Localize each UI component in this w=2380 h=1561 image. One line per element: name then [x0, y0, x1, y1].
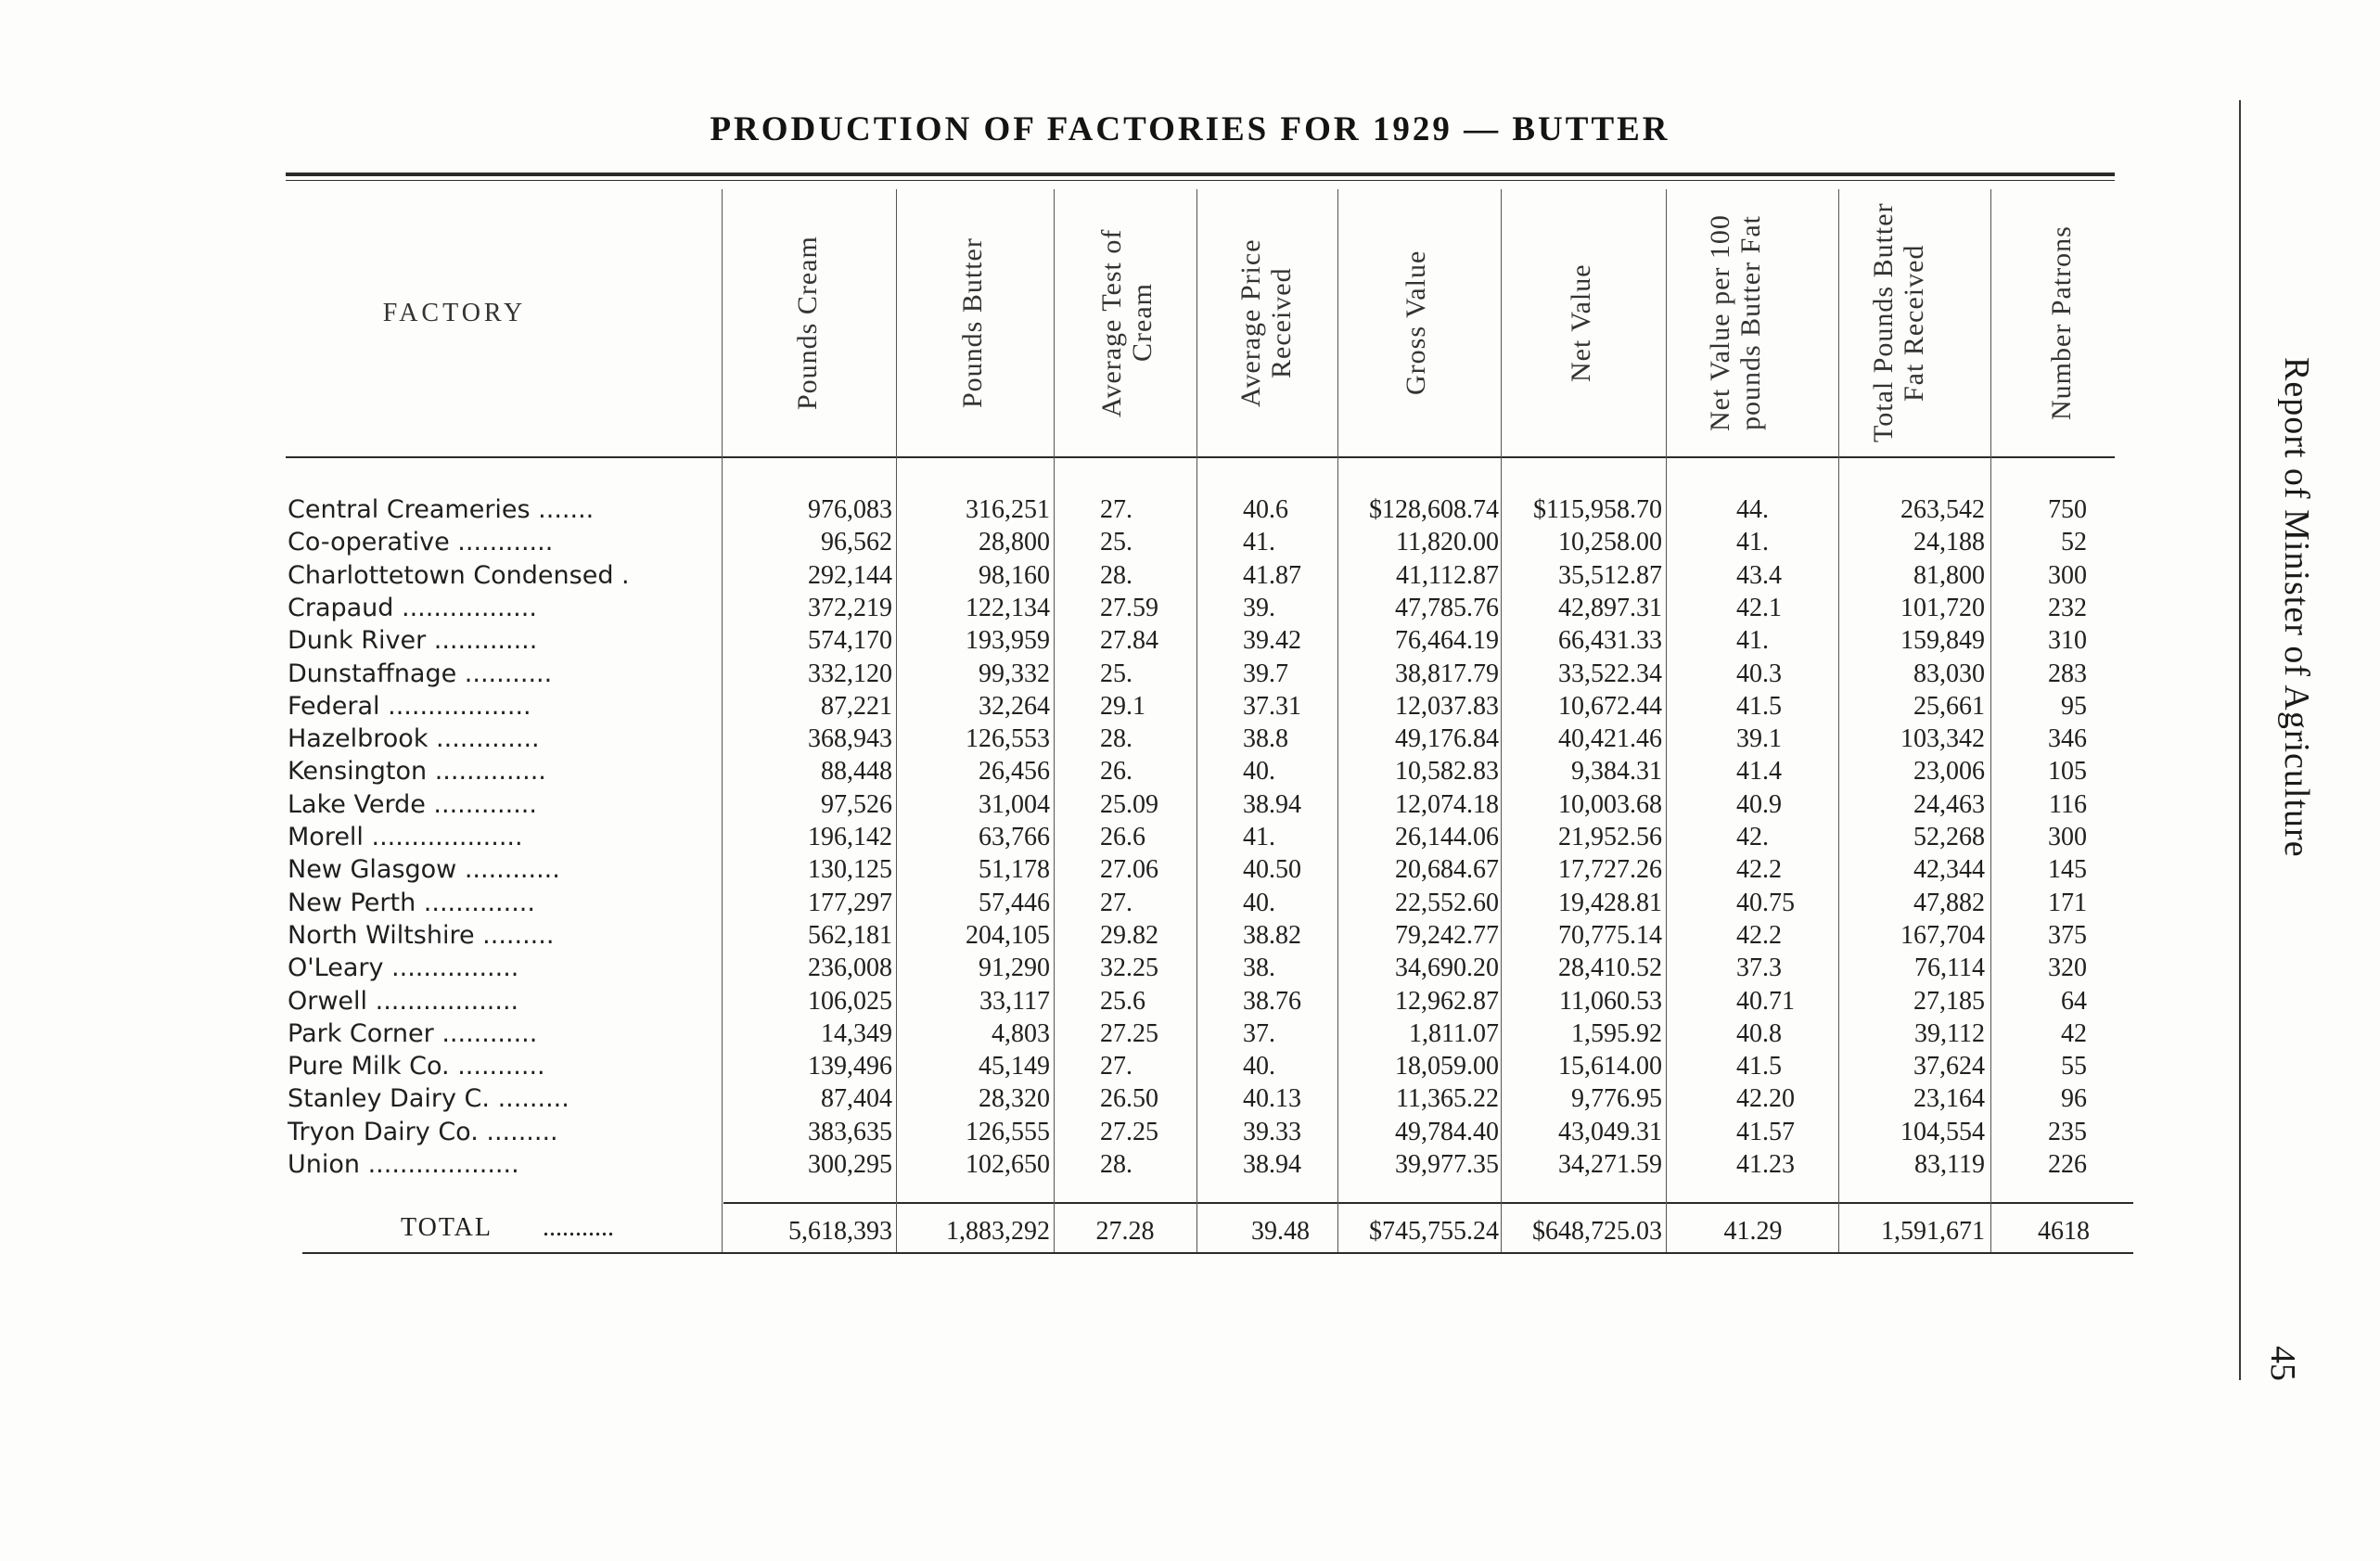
pounds-cream: 562,181: [808, 920, 892, 950]
pounds-butter: 99,332: [979, 659, 1050, 688]
header-rule: [286, 456, 2115, 458]
average-test: 25.6: [1100, 986, 1145, 1016]
pounds-cream: 332,120: [808, 659, 892, 688]
total-butter-fat: 39,112: [1914, 1018, 1985, 1048]
net-value: 42,897.31: [1558, 593, 1662, 622]
total-butter-fat: 76,114: [1914, 953, 1985, 983]
net-value-per-100: 42.: [1736, 823, 1769, 851]
total-gross-value: $745,755.24: [1369, 1217, 1499, 1246]
pounds-butter: 45,149: [979, 1052, 1050, 1081]
factory-column-header: FACTORY: [382, 299, 527, 327]
running-head: Report of Minister of Agriculture: [2277, 357, 2316, 858]
net-value: 28,410.52: [1558, 953, 1662, 983]
average-price: 38.94: [1243, 789, 1301, 819]
table-row: [0, 493, 2226, 527]
factory-name: Dunstaffnage ...........: [288, 659, 553, 688]
number-patrons: 346: [2048, 724, 2087, 754]
column-header-total-butter-fat: Total Pounds Butter Fat Received: [1868, 202, 1929, 443]
average-test: 26.50: [1100, 1084, 1158, 1114]
average-test: 28.: [1100, 1150, 1132, 1179]
column-header-net-value-per-100: Net Value per 100 pounds Butter Fat: [1705, 214, 1766, 431]
net-value-per-100: 40.75: [1736, 888, 1795, 917]
total-butter-fat: 24,463: [1913, 789, 1985, 819]
column-header-net-value: Net Value: [1566, 263, 1596, 382]
pounds-butter: 316,251: [966, 495, 1050, 524]
average-test: 27.: [1100, 1052, 1132, 1081]
total-rule: [723, 1202, 2133, 1204]
pounds-butter: 102,650: [966, 1150, 1050, 1179]
top-rule-thin: [286, 180, 2115, 181]
table-row: [0, 723, 2226, 756]
gross-value: 22,552.60: [1395, 888, 1499, 917]
net-value: 40,421.46: [1558, 724, 1662, 754]
net-value: 19,428.81: [1558, 888, 1662, 917]
factory-name: Orwell ..................: [288, 986, 519, 1016]
net-value: 33,522.34: [1558, 659, 1662, 688]
table-row: [0, 526, 2226, 559]
total-butter-fat: 263,542: [1900, 495, 1985, 524]
pounds-cream: 97,526: [821, 789, 892, 819]
total-butter-fat: 83,030: [1913, 659, 1985, 688]
pounds-butter: 91,290: [979, 953, 1050, 983]
table-row: [0, 624, 2226, 658]
net-value: 11,060.53: [1559, 986, 1662, 1016]
pounds-butter: 28,800: [979, 528, 1050, 557]
average-test: 27.25: [1100, 1018, 1158, 1048]
net-value-per-100: 42.2: [1736, 920, 1782, 950]
table-row: [0, 658, 2226, 691]
gross-value: 11,365.22: [1396, 1084, 1499, 1114]
gross-value: 10,582.83: [1395, 757, 1499, 787]
gross-value: 76,464.19: [1395, 626, 1499, 656]
pounds-cream: 372,219: [808, 593, 892, 622]
gross-value: $128,608.74: [1369, 495, 1499, 524]
number-patrons: 283: [2048, 659, 2087, 688]
net-value: 34,271.59: [1558, 1150, 1662, 1179]
total-butter-fat: 83,119: [1914, 1150, 1985, 1179]
average-price: 39.33: [1243, 1117, 1301, 1146]
factory-name: Charlottetown Condensed .: [288, 560, 630, 590]
total-butter-fat: 103,342: [1900, 724, 1985, 754]
average-price: 38.82: [1243, 920, 1301, 950]
total-butter-fat: 47,882: [1913, 888, 1985, 917]
average-test: 26.: [1100, 757, 1132, 787]
average-price: 41.: [1243, 823, 1275, 851]
average-test: 27.: [1100, 888, 1132, 917]
number-patrons: 375: [2048, 920, 2087, 950]
net-value-per-100: 41.23: [1736, 1150, 1795, 1179]
table-row: [0, 690, 2226, 723]
gross-value: 12,962.87: [1395, 986, 1499, 1016]
net-value: $115,958.70: [1533, 495, 1662, 524]
number-patrons: 235: [2048, 1117, 2087, 1146]
margin-rule: [2239, 100, 2241, 1380]
average-test: 28.: [1100, 724, 1132, 754]
average-test: 25.: [1100, 659, 1132, 688]
net-value: 35,512.87: [1558, 560, 1662, 590]
pounds-butter: 32,264: [979, 691, 1050, 721]
pounds-butter: 26,456: [979, 757, 1050, 787]
pounds-cream: 88,448: [821, 757, 892, 787]
table-row: [0, 755, 2226, 788]
factory-name: Stanley Dairy C. .........: [288, 1084, 569, 1114]
pounds-butter: 51,178: [979, 855, 1050, 885]
number-patrons: 310: [2048, 626, 2087, 656]
net-value-per-100: 40.71: [1736, 986, 1795, 1016]
table-row: [0, 853, 2226, 887]
pounds-butter: 63,766: [979, 823, 1050, 851]
pounds-cream: 106,025: [808, 986, 892, 1016]
average-test: 27.25: [1100, 1117, 1158, 1146]
total-butter-fat: 23,006: [1913, 757, 1985, 787]
net-value-per-100: 44.: [1736, 495, 1769, 524]
average-test: 25.: [1100, 528, 1132, 557]
factory-name: Kensington ..............: [288, 757, 546, 787]
table-row: [0, 592, 2226, 625]
net-value-per-100: 42.1: [1736, 593, 1782, 622]
average-test: 32.25: [1100, 953, 1158, 983]
total-butter-fat: 101,720: [1900, 593, 1985, 622]
average-test: 27.59: [1100, 593, 1158, 622]
pounds-cream: 383,635: [808, 1117, 892, 1146]
gross-value: 18,059.00: [1395, 1052, 1499, 1081]
pounds-cream: 236,008: [808, 953, 892, 983]
net-value: 10,672.44: [1558, 691, 1662, 721]
table-row: [0, 788, 2226, 822]
pounds-cream: 14,349: [821, 1018, 892, 1048]
number-patrons: 320: [2048, 953, 2087, 983]
net-value-per-100: 41.4: [1736, 757, 1782, 787]
average-test: 27.84: [1100, 626, 1158, 656]
factory-name: Pure Milk Co. ...........: [288, 1052, 545, 1081]
gross-value: 47,785.76: [1395, 593, 1499, 622]
factory-name: Federal ..................: [288, 691, 531, 721]
table-title: PRODUCTION OF FACTORIES FOR 1929 — BUTTER: [710, 110, 1670, 148]
average-test: 29.1: [1100, 691, 1145, 721]
factory-name: Dunk River .............: [288, 626, 538, 656]
average-price: 37.31: [1243, 691, 1301, 721]
average-price: 38.: [1243, 953, 1275, 983]
net-value-per-100: 41.5: [1736, 691, 1782, 721]
factory-name: New Glasgow ............: [288, 855, 560, 885]
total-butter-fat: 81,800: [1913, 560, 1985, 590]
net-value-per-100: 40.9: [1736, 789, 1782, 819]
pounds-butter: 4,803: [992, 1018, 1050, 1048]
gross-value: 11,820.00: [1396, 528, 1499, 557]
number-patrons: 96: [2061, 1084, 2087, 1114]
gross-value: 12,037.83: [1395, 691, 1499, 721]
factory-name: Central Creameries .......: [288, 495, 595, 524]
total-butter-fat: 42,344: [1913, 855, 1985, 885]
net-value: 1,595.92: [1571, 1018, 1662, 1048]
pounds-cream: 292,144: [808, 560, 892, 590]
total-butter-fat: 24,188: [1913, 528, 1985, 557]
number-patrons: 300: [2048, 560, 2087, 590]
net-value-per-100: 42.2: [1736, 855, 1782, 885]
pounds-cream: 574,170: [808, 626, 892, 656]
net-value-per-100: 40.8: [1736, 1018, 1782, 1048]
total-butter-fat: 104,554: [1900, 1117, 1985, 1146]
table-row: [0, 919, 2226, 953]
total-values: [0, 1215, 2226, 1248]
average-test: 28.: [1100, 560, 1132, 590]
total-pounds-butter: 1,883,292: [946, 1217, 1050, 1246]
net-value-per-100: 42.20: [1736, 1084, 1795, 1114]
net-value: 43,049.31: [1558, 1117, 1662, 1146]
number-patrons: 300: [2048, 823, 2087, 851]
table-row: [0, 952, 2226, 985]
number-patrons: 171: [2048, 888, 2087, 917]
average-price: 39.42: [1243, 626, 1301, 656]
net-value: 21,952.56: [1558, 823, 1662, 851]
pounds-butter: 33,117: [979, 986, 1050, 1016]
number-patrons: 116: [2049, 789, 2087, 819]
average-test: 27.: [1100, 495, 1132, 524]
pounds-butter: 193,959: [966, 626, 1050, 656]
total-average-price: 39.48: [1251, 1217, 1310, 1246]
column-header-pounds-cream: Pounds Cream: [792, 236, 823, 410]
pounds-butter: 126,555: [966, 1117, 1050, 1146]
pounds-cream: 87,404: [821, 1084, 892, 1114]
net-value: 66,431.33: [1558, 626, 1662, 656]
table-row: [0, 559, 2226, 593]
pounds-cream: 139,496: [808, 1052, 892, 1081]
pounds-butter: 126,553: [966, 724, 1050, 754]
pounds-cream: 976,083: [808, 495, 892, 524]
factory-name: Tryon Dairy Co. .........: [288, 1117, 558, 1146]
total-dots: ...........: [543, 1213, 614, 1242]
number-patrons: 145: [2048, 855, 2087, 885]
factory-name: O'Leary ................: [288, 953, 519, 983]
pounds-cream: 87,221: [821, 691, 892, 721]
table-row: [0, 985, 2226, 1018]
number-patrons: 95: [2061, 691, 2087, 721]
table-row: [0, 1082, 2226, 1116]
net-value: 9,776.95: [1571, 1084, 1662, 1114]
table-row: [0, 1148, 2226, 1182]
factory-name: Hazelbrook .............: [288, 724, 540, 754]
table-row: [0, 887, 2226, 920]
table-row: [0, 1017, 2226, 1051]
factory-name: Crapaud .................: [288, 593, 537, 622]
number-patrons: 232: [2048, 593, 2087, 622]
average-price: 40.6: [1243, 495, 1288, 524]
pounds-butter: 98,160: [979, 560, 1050, 590]
average-price: 40.13: [1243, 1084, 1301, 1114]
total-butter-fat: 25,661: [1913, 691, 1985, 721]
page-number: 45: [2263, 1346, 2302, 1381]
net-value-per-100: 39.1: [1736, 724, 1782, 754]
number-patrons: 750: [2048, 495, 2087, 524]
average-test: 25.09: [1100, 789, 1158, 819]
average-price: 40.: [1243, 888, 1275, 917]
table-row: [0, 1116, 2226, 1149]
number-patrons: 64: [2061, 986, 2087, 1016]
gross-value: 49,784.40: [1395, 1117, 1499, 1146]
net-value: 10,258.00: [1558, 528, 1662, 557]
average-price: 41.: [1243, 528, 1275, 557]
factory-name: North Wiltshire .........: [288, 920, 555, 950]
net-value-per-100: 41.: [1736, 626, 1769, 656]
net-value: 70,775.14: [1558, 920, 1662, 950]
gross-value: 38,817.79: [1395, 659, 1499, 688]
net-value: 10,003.68: [1558, 789, 1662, 819]
column-header-pounds-butter: Pounds Butter: [957, 237, 988, 408]
net-value: 9,384.31: [1571, 757, 1662, 787]
number-patrons: 42: [2061, 1018, 2087, 1048]
total-patrons: 4618: [2038, 1217, 2090, 1246]
total-butter-fat: 37,624: [1913, 1052, 1985, 1081]
average-test: 29.82: [1100, 920, 1158, 950]
gross-value: 26,144.06: [1395, 823, 1499, 851]
gross-value: 49,176.84: [1395, 724, 1499, 754]
net-value: 15,614.00: [1558, 1052, 1662, 1081]
gross-value: 1,811.07: [1409, 1018, 1499, 1048]
pounds-cream: 368,943: [808, 724, 892, 754]
table-row: [0, 1050, 2226, 1083]
average-price: 37.: [1243, 1018, 1275, 1048]
column-header-average-price: Average Price Received: [1235, 238, 1297, 407]
total-average-test: 27.28: [1095, 1217, 1155, 1246]
column-header-gross-value: Gross Value: [1401, 250, 1431, 396]
factory-name: Morell ...................: [288, 823, 523, 851]
pounds-butter: 122,134: [966, 593, 1050, 622]
pounds-butter: 31,004: [979, 789, 1050, 819]
average-price: 40.: [1243, 757, 1275, 787]
total-butter-fat: 23,164: [1913, 1084, 1985, 1114]
pounds-butter: 57,446: [979, 888, 1050, 917]
number-patrons: 52: [2061, 528, 2087, 557]
net-value-per-100: 41.: [1736, 528, 1769, 557]
factory-name: Lake Verde .............: [288, 789, 537, 819]
average-price: 40.50: [1243, 855, 1301, 885]
number-patrons: 105: [2048, 757, 2087, 787]
number-patrons: 55: [2061, 1052, 2087, 1081]
gross-value: 41,112.87: [1396, 560, 1499, 590]
gross-value: 34,690.20: [1395, 953, 1499, 983]
gross-value: 12,074.18: [1395, 789, 1499, 819]
total-butter-fat: 159,849: [1900, 626, 1985, 656]
gross-value: 39,977.35: [1395, 1150, 1499, 1179]
column-header-number-patrons: Number Patrons: [2046, 225, 2077, 420]
top-rule: [286, 173, 2115, 176]
pounds-butter: 28,320: [979, 1084, 1050, 1114]
gross-value: 20,684.67: [1395, 855, 1499, 885]
column-header-average-test: Average Test of Cream: [1096, 228, 1158, 417]
number-patrons: 226: [2048, 1150, 2087, 1179]
total-butter-fat: 52,268: [1913, 823, 1985, 851]
net-value-per-100: 41.5: [1736, 1052, 1782, 1081]
factory-name: Park Corner ............: [288, 1018, 538, 1048]
bottom-rule: [302, 1252, 2133, 1254]
average-price: 40.: [1243, 1052, 1275, 1081]
average-price: 38.76: [1243, 986, 1301, 1016]
total-butter-fat: 1,591,671: [1881, 1217, 1985, 1246]
pounds-butter: 204,105: [966, 920, 1050, 950]
pounds-cream: 196,142: [808, 823, 892, 851]
average-price: 39.7: [1243, 659, 1288, 688]
total-butter-fat: 167,704: [1900, 920, 1985, 950]
average-price: 39.: [1243, 593, 1275, 622]
total-butter-fat: 27,185: [1913, 986, 1985, 1016]
factory-name: Union ...................: [288, 1150, 519, 1179]
average-test: 27.06: [1100, 855, 1158, 885]
pounds-cream: 96,562: [821, 528, 892, 557]
total-label: TOTAL: [401, 1213, 493, 1242]
pounds-cream: 177,297: [808, 888, 892, 917]
total-net-value-per-100: 41.29: [1723, 1217, 1783, 1246]
pounds-cream: 300,295: [808, 1150, 892, 1179]
net-value-per-100: 43.4: [1736, 560, 1782, 590]
table-row: [0, 821, 2226, 854]
average-price: 38.8: [1243, 724, 1288, 754]
net-value-per-100: 41.57: [1736, 1117, 1795, 1146]
net-value-per-100: 37.3: [1736, 953, 1782, 983]
average-price: 41.87: [1243, 560, 1301, 590]
average-test: 26.6: [1100, 823, 1145, 851]
gross-value: 79,242.77: [1395, 920, 1499, 950]
total-pounds-cream: 5,618,393: [788, 1217, 892, 1246]
average-price: 38.94: [1243, 1150, 1301, 1179]
total-net-value: $648,725.03: [1532, 1217, 1662, 1246]
pounds-cream: 130,125: [808, 855, 892, 885]
factory-name: Co-operative ............: [288, 528, 554, 557]
net-value: 17,727.26: [1558, 855, 1662, 885]
factory-name: New Perth ..............: [288, 888, 535, 917]
net-value-per-100: 40.3: [1736, 659, 1782, 688]
